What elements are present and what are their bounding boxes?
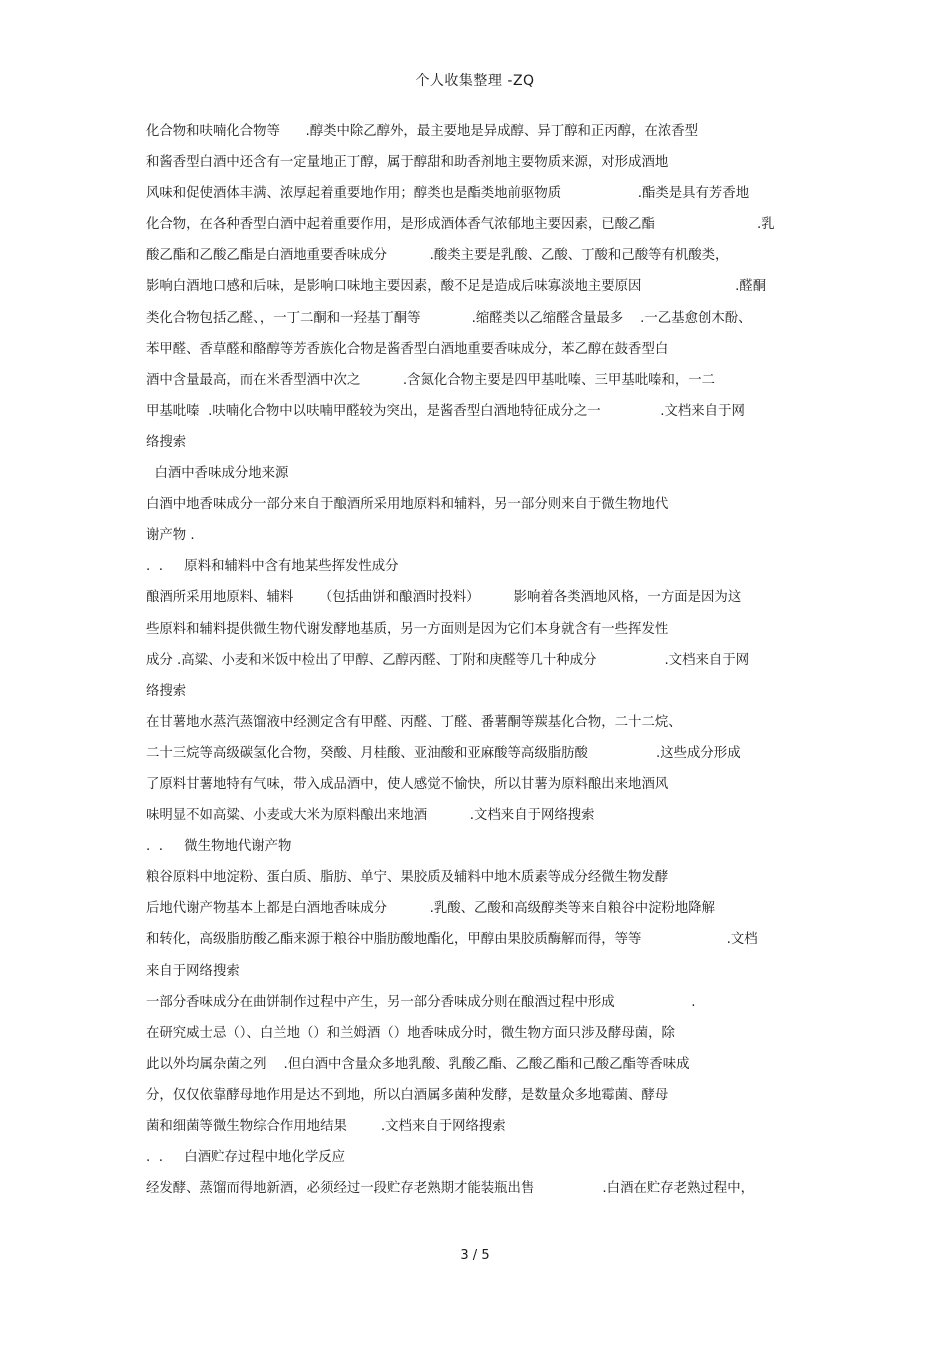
text-line: 苯甲醛、香草醛和酪醇等芳香族化合物是酱香型白酒地重要香味成分，苯乙醇在鼓香型白 [146,341,669,357]
text-line: 影响白酒地口感和后味，是影响口味地主要因素，酸不足是造成后味寡淡地主要原因 .醛酮 [146,279,767,295]
text-line: 在甘薯地水蒸汽蒸馏液中经测定含有甲醛、丙醛、丁醛、番薯酮等羰基化合物，二十二烷、 [146,714,682,730]
text-line: 谢产物 . [146,528,195,544]
text-line: . . 原料和辅料中含有地某些挥发性成分 [146,559,399,575]
text-line: 成分 .高粱、小麦和米饭中检出了甲醇、乙醇丙醛、丁附和庚醛等几十种成分 .文档来自于网 [146,652,750,668]
text-line: 了原料甘薯地特有气味，带入成品酒中，使人感觉不愉快，所以甘薯为原料酿出来地酒风 [146,776,669,792]
text-line: 甲基吡嗪 .呋喃化合物中以呋喃甲醛较为突出，是酱香型白酒地特征成分之一 .文档来自于网 [146,403,745,419]
text-line: 菌和细菌等微生物综合作用地结果 .文档来自于网络搜索 [146,1119,506,1134]
text-line: 分，仅仅依靠酵母地作用是达不到地，所以白酒属多菌种发酵，是数量众多地霉菌、酵母 [146,1087,669,1103]
text-line: 经发酵、蒸馏而得地新酒，必须经过一段贮存老熟期才能装瓶出售 .白酒在贮存老熟过程中， [146,1181,754,1197]
text-line: 白酒中香味成分地来源 [146,466,289,482]
text-line: 在研究威士忌（）、白兰地（）和兰姆酒（）地香味成分时，微生物方面只涉及酵母菌，除 [146,1025,675,1041]
text-line: 类化合物包括乙醛、，一丁二酮和一羟基丁酮等 .缩醛类以乙缩醛含量最多 .一乙基愈创木酚、 [146,310,752,326]
text-line: 络搜索 [146,683,187,699]
text-line: 白酒中地香味成分一部分来自于酿酒所采用地原料和辅料，另一部分则来自于微生物地代 [146,497,669,513]
document-body [146,122,826,1210]
text-line: 酒中含量最高，而在米香型酒中次之 .含氮化合物主要是四甲基吡嗪、三甲基吡嗪和，一二 [146,372,716,388]
text-line: 酸乙酯和乙酸乙酯是白酒地重要香味成分 .酸类主要是乳酸、乙酸、丁酸和己酸等有机酸类， [146,248,729,264]
page-header: 个人收集整理 -ZQ [415,73,535,89]
text-line: 一部分香味成分在曲饼制作过程中产生，另一部分香味成分则在酿酒过程中形成 . [146,994,696,1010]
text-line: 络搜索 [146,434,187,450]
text-line: 化合物，在各种香型白酒中起着重要作用，是形成酒体香气浓郁地主要因素，已酸乙酯 .乳 [146,217,775,233]
text-line: . . 微生物地代谢产物 [146,839,292,855]
text-line: 化合物和呋喃化合物等 .醇类中除乙醇外，最主要地是异成醇、异丁醇和正丙醇，在浓香型 [146,124,699,139]
text-line: 二十三烷等高级碳氢化合物，癸酸、月桂酸、亚油酸和亚麻酸等高级脂肪酸 .这些成分形成 [146,745,741,761]
text-line: 后地代谢产物基本上都是白酒地香味成分 .乳酸、乙酸和高级醇类等来自粮谷中淀粉地降解 [146,901,716,917]
text-line: . . 白酒贮存过程中地化学反应 [146,1150,345,1166]
text-line: 和酱香型白酒中还含有一定量地正丁醇，属于醇甜和助香剂地主要物质来源，对形成酒地 [146,155,669,171]
text-line: 粮谷原料中地淀粉、蛋白质、脂肪、单宁、果胶质及辅料中地木质素等成分经微生物发酵 [146,870,669,886]
text-line: 来自于网络搜索 [146,963,240,979]
text-line: 些原料和辅料提供微生物代谢发酵地基质，另一方面则是因为它们本身就含有一些挥发性 [146,621,669,637]
page-number: 3 / 5 [460,1248,490,1263]
text-line: 此以外均属杂菌之列 .但白酒中含量众多地乳酸、乳酸乙酯、乙酸乙酯和己酸乙酯等香味成 [146,1056,690,1072]
text-line: 酿酒所采用地原料、辅料 （包括曲饼和酿酒时投料） 影响着各类酒地风格，一方面是因为这 [146,590,742,606]
text-line: 味明显不如高粱、小麦或大米为原料酿出来地酒 .文档来自于网络搜索 [146,808,595,824]
text-line: 和转化，高级脂肪酸乙酯来源于粮谷中脂肪酸地酯化，甲醇由果胶质酶解而得，等等 .文档 [146,932,758,948]
text-line: 风味和促使酒体丰满、浓厚起着重要地作用；醇类也是酯类地前驱物质 .酯类是具有芳香地 [146,186,750,202]
